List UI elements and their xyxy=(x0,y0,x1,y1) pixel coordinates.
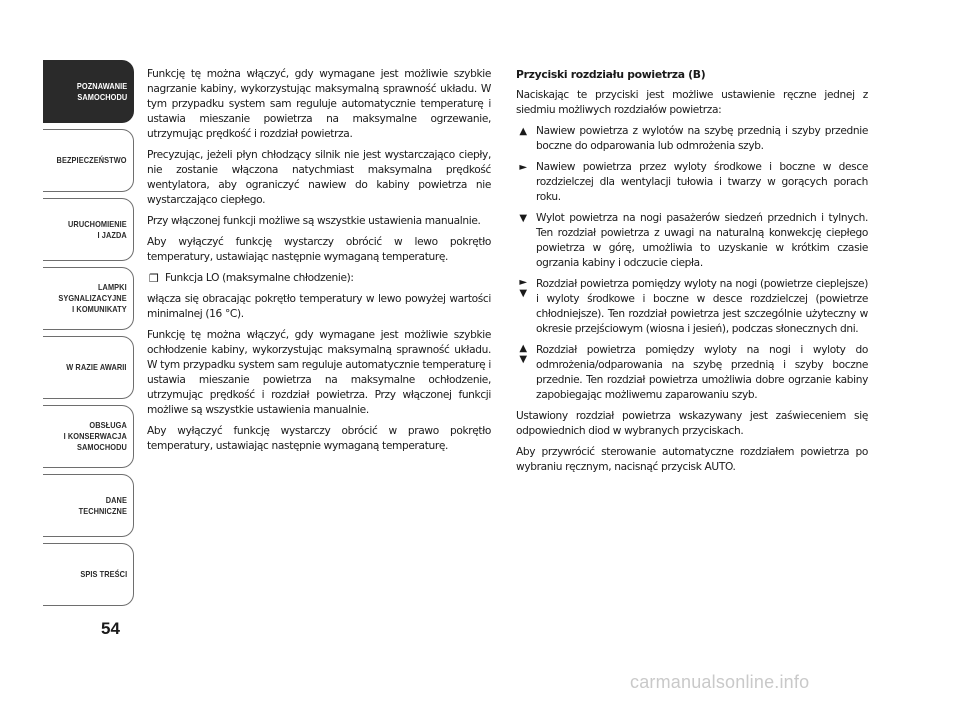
paragraph: Aby wyłączyć funkcję wystarczy obrócić w prawo pokrętło temperatury, ustawiając następnie wymaganą temperaturę. xyxy=(147,425,491,452)
paragraph: Funkcję tę można włączyć, gdy wymagane jest możliwie szybkie ochłodzenie kabiny, wykorzystując maksymalną sprawność układu. W tym przypadku system sam reguluje automatycznie temperaturę i ustawia mieszanie powietrza na maksymalne ochłodzenie, utrzymując prędkość i rozdział powietrza. Przy włączonej funkcji możliwe są wszystkie ustawienia manualnie. xyxy=(147,329,491,416)
paragraph: Aby przywrócić sterowanie automatyczne rozdziałem powietrza po wybraniu ręcznym, nacisnąć przycisk AUTO. xyxy=(516,446,868,473)
airflow-item xyxy=(516,343,868,403)
tab-label: POZNAWANIE SAMOCHODU xyxy=(76,80,127,102)
paragraph: włącza się obracając pokrętło temperatury w lewo powyżej wartości minimalnej (16 °C). xyxy=(147,293,491,320)
airflow-item xyxy=(516,160,868,205)
airflow-item xyxy=(516,211,868,271)
bullet-item xyxy=(147,271,491,286)
arrow-up-down-icon: ▲ ▼ xyxy=(519,343,527,365)
tab-dane-techniczne[interactable] xyxy=(43,474,134,537)
checkbox-bullet-icon: ❒ xyxy=(149,272,159,285)
airflow-item xyxy=(516,124,868,154)
arrow-right-down-icon: ► ▼ xyxy=(519,277,527,299)
tab-label: URUCHOMIENIE I JAZDA xyxy=(68,218,127,240)
tab-label: BEZPIECZEŃSTWO xyxy=(56,155,127,165)
tab-obsluga-i-konserwacja[interactable] xyxy=(43,405,134,468)
paragraph: Aby wyłączyć funkcję wystarczy obrócić w lewo pokrętło temperatury, ustawiając następnie wymaganą temperaturę. xyxy=(147,236,491,263)
section-heading: Przyciski rozdziału powietrza (B) xyxy=(516,68,706,81)
paragraph: Precyzując, jeżeli płyn chłodzący silnik nie jest wystarczająco ciepły, nie zostanie włączona natychmiast maksymalna prędkość wentylatora, aby ograniczyć nawiew do kabiny powietrza nie wystarczająco ciepłego. xyxy=(147,149,491,206)
tab-label: LAMPKI SYGNALIZACYJNE I KOMUNIKATY xyxy=(58,282,127,314)
tab-label: SPIS TREŚCI xyxy=(80,569,127,579)
right-text-column xyxy=(516,67,868,481)
page-number: 54 xyxy=(101,619,120,638)
arrow-up-icon: ▲ xyxy=(519,126,527,137)
arrow-right-icon: ► xyxy=(519,162,527,173)
airflow-item-text: Rozdział powietrza pomiędzy wyloty na nogi i wyloty do odmrożenia/odparowania na szybę przednią i szyby boczne przednie. Ten rozdział powietrza umożliwia dobre ogrzanie kabiny zapobiegając możliwemu zaparowaniu szyb. xyxy=(536,344,868,401)
tab-uruchomienie-i-jazda[interactable] xyxy=(43,198,134,261)
paragraph: Funkcję tę można włączyć, gdy wymagane jest możliwie szybkie nagrzanie kabiny, wykorzystując maksymalną sprawność układu. W tym przypadku system sam reguluje automatycznie temperaturę i ustawia mieszanie powietrza na maksymalne ogrzewanie, utrzymując prędkość i rozdział powietrza. xyxy=(147,68,491,140)
airflow-item-text: Rozdział powietrza pomiędzy wyloty na nogi (powietrze cieplejsze) i wyloty środkowe i boczne w desce rozdzielczej (powietrze chłodniejsze). Ten rozdział powietrza jest szczególnie użyteczny w okresie przejściowym (wiosna i jesień), podczas słonecznych dni. xyxy=(536,278,868,335)
tab-label: DANE TECHNICZNE xyxy=(78,494,127,516)
tab-lampki-sygnalizacyjne[interactable] xyxy=(43,267,134,330)
tab-poznawanie-samochodu[interactable] xyxy=(43,60,134,123)
tab-bezpieczenstwo[interactable] xyxy=(43,129,134,192)
tab-label: OBSŁUGA I KONSERWACJA SAMOCHODU xyxy=(63,420,127,452)
airflow-item xyxy=(516,277,868,337)
tab-label: W RAZIE AWARII xyxy=(66,362,127,372)
bullet-text: Funkcja LO (maksymalne chłodzenie): xyxy=(165,272,354,284)
arrow-down-icon: ▼ xyxy=(519,213,527,224)
airflow-item-text: Nawiew powietrza przez wyloty środkowe i boczne w desce rozdzielczej dla wentylacji tułowia i twarzy w gorących porach roku. xyxy=(536,161,868,203)
airflow-item-text: Nawiew powietrza z wylotów na szybę przednią i szyby przednie boczne do odparowania lub odmrożenia szyb. xyxy=(536,125,868,152)
paragraph: Naciskając te przyciski jest możliwe ustawienie ręczne jednej z siedmiu możliwych rozdziałów powietrza: xyxy=(516,89,868,116)
left-text-column xyxy=(147,67,491,460)
paragraph: Przy włączonej funkcji możliwe są wszystkie ustawienia manualnie. xyxy=(147,215,481,227)
paragraph: Ustawiony rozdział powietrza wskazywany jest zaświeceniem się odpowiednich diod w wybranych przyciskach. xyxy=(516,410,868,437)
tab-spis-tresci[interactable] xyxy=(43,543,134,606)
airflow-item-text: Wylot powietrza na nogi pasażerów siedzeń przednich i tylnych. Ten rozdział powietrza z uwagi na naturalną konwekcję ciepłego powietrza w górę, umożliwia to uzyskanie w krótkim czasie ogrzania kabiny i odczucie ciepła. xyxy=(536,212,868,269)
tab-w-razie-awarii[interactable] xyxy=(43,336,134,399)
watermark: carmanualsonline.info xyxy=(630,672,810,692)
